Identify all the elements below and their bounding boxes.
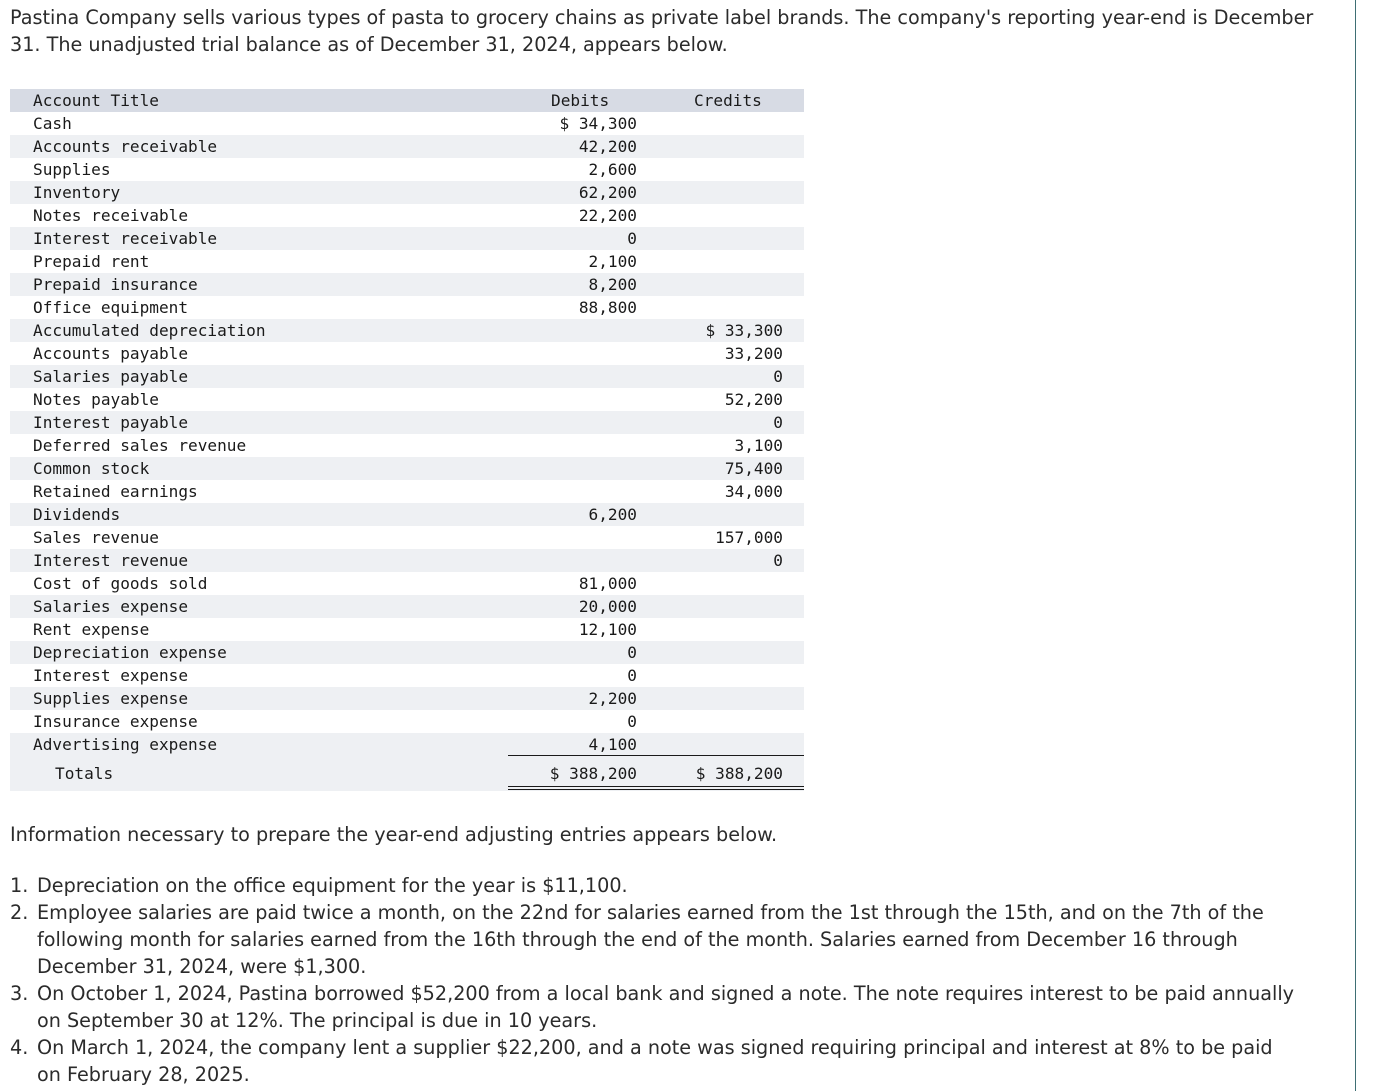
list-item [10,899,1300,980]
account-title-cell: Retained earnings [33,482,198,501]
account-title-cell: Insurance expense [33,712,198,731]
list-item-number: 4. [10,1036,29,1059]
account-title-cell: Notes payable [33,390,159,409]
list-item [10,980,1300,1034]
table-row [10,526,804,549]
account-title-cell: Prepaid rent [33,252,150,271]
table-row [10,411,804,434]
account-title-cell: Inventory [33,183,121,202]
account-title-cell: Interest payable [33,413,189,432]
table-row [10,319,804,342]
header-credits: Credits [694,91,762,110]
account-title-cell: Advertising expense [33,735,218,754]
account-title-cell: Office equipment [33,298,189,317]
credit-cell: 0 [773,367,783,386]
account-title-cell: Sales revenue [33,528,159,547]
table-row [10,158,804,181]
table-row [10,503,804,526]
table-row [10,480,804,503]
table-row [10,112,804,135]
table-row [10,733,804,756]
table-row [10,641,804,664]
account-title-cell: Salaries payable [33,367,189,386]
right-border-line [1355,0,1356,1091]
table-row [10,365,804,388]
credit-cell: 52,200 [724,390,783,409]
list-item-text: On March 1, 2024, the company lent a supplier $22,200, and a note was signed requiring principal and interest at 8% to be paid on February 28, 2025. [37,1036,1273,1086]
table-row [10,572,804,595]
account-title-cell: Dividends [33,505,121,524]
account-title-cell: Rent expense [33,620,150,639]
table-row [10,296,804,319]
credit-cell: 157,000 [715,528,783,547]
table-row [10,181,804,204]
header-debits: Debits [551,91,610,110]
debit-cell: 4,100 [588,735,637,754]
debit-cell: 12,100 [578,620,637,639]
intro-paragraph: Pastina Company sells various types of pasta to grocery chains as private label brands. The company's reporting year-end is December 31. The unadjusted trial balance as of December 31, 2024, appears below. [10,6,1314,56]
debit-cell: $ 34,300 [559,114,637,133]
account-title-cell: Prepaid insurance [33,275,198,294]
account-title-cell: Cash [33,114,72,133]
debit-cell: 6,200 [588,505,637,524]
table-row [10,250,804,273]
account-title-cell: Deferred sales revenue [33,436,247,455]
account-title-cell: Salaries expense [33,597,189,616]
credit-cell: 34,000 [724,482,783,501]
list-item-text: Depreciation on the office equipment for the year is $11,100. [37,874,628,897]
debit-cell: 81,000 [578,574,637,593]
table-row [10,388,804,411]
table-row [10,434,804,457]
table-row [10,664,804,687]
table-header-row [10,89,804,112]
header-account-title: Account Title [33,91,159,110]
debit-cell: 0 [627,712,637,731]
credit-cell: 33,200 [724,344,783,363]
debit-cell: 2,600 [588,160,637,179]
account-title-cell: Depreciation expense [33,643,227,662]
table-row [10,227,804,250]
credit-cell: 0 [773,551,783,570]
table-row [10,687,804,710]
account-title-cell: Supplies expense [33,689,189,708]
debit-cell: 22,200 [578,206,637,225]
table-row [10,710,804,733]
table-row [10,135,804,158]
debit-cell: 0 [627,666,637,685]
account-title-cell: Interest expense [33,666,189,685]
credit-cell: 75,400 [724,459,783,478]
list-item-number: 2. [10,901,29,924]
table-row [10,204,804,227]
debit-cell: 42,200 [578,137,637,156]
trial-balance-table [10,89,804,791]
debit-cell: 88,800 [578,298,637,317]
list-item-text: On October 1, 2024, Pastina borrowed $52,200 from a local bank and signed a note. The note requires interest to be paid annually on September 30 at 12%. The principal is due in 10 years. [37,982,1295,1032]
info-heading: Information necessary to prepare the year-end adjusting entries appears below. [10,823,778,846]
total-credits: $ 388,200 [695,764,783,783]
totals-double-underline [508,786,804,790]
table-row [10,457,804,480]
table-row [10,273,804,296]
table-row [10,618,804,641]
adjustment-info-list [10,872,1300,1088]
account-title-cell: Accounts receivable [33,137,218,156]
debit-cell: 8,200 [588,275,637,294]
account-title-cell: Notes receivable [33,206,189,225]
list-item [10,872,1300,899]
debit-cell: 2,100 [588,252,637,271]
table-row [10,549,804,572]
credit-cell: 3,100 [734,436,783,455]
list-item [10,1034,1300,1088]
list-item-number: 3. [10,982,29,1005]
account-title-cell: Interest receivable [33,229,218,248]
debit-cell: 62,200 [578,183,637,202]
credit-cell: $ 33,300 [705,321,783,340]
credit-cell: 0 [773,413,783,432]
debit-cell: 0 [627,643,637,662]
table-row [10,342,804,365]
totals-label: Totals [55,764,114,783]
debit-cell: 20,000 [578,597,637,616]
debit-cell: 2,200 [588,689,637,708]
table-row [10,595,804,618]
list-item-text: Employee salaries are paid twice a month, on the 22nd for salaries earned from the 1st through the 15th, and on the 7th of the following month for salaries earned from the 16th through the end of the month. Salaries earned from December 16 through December 31, 2024, were $1,300. [37,901,1264,978]
totals-single-underline [508,755,804,756]
list-item-number: 1. [10,874,29,897]
debit-cell: 0 [627,229,637,248]
account-title-cell: Common stock [33,459,150,478]
total-debits: $ 388,200 [549,764,637,783]
account-title-cell: Accumulated depreciation [33,321,266,340]
account-title-cell: Supplies [33,160,111,179]
account-title-cell: Accounts payable [33,344,189,363]
account-title-cell: Interest revenue [33,551,189,570]
account-title-cell: Cost of goods sold [33,574,208,593]
